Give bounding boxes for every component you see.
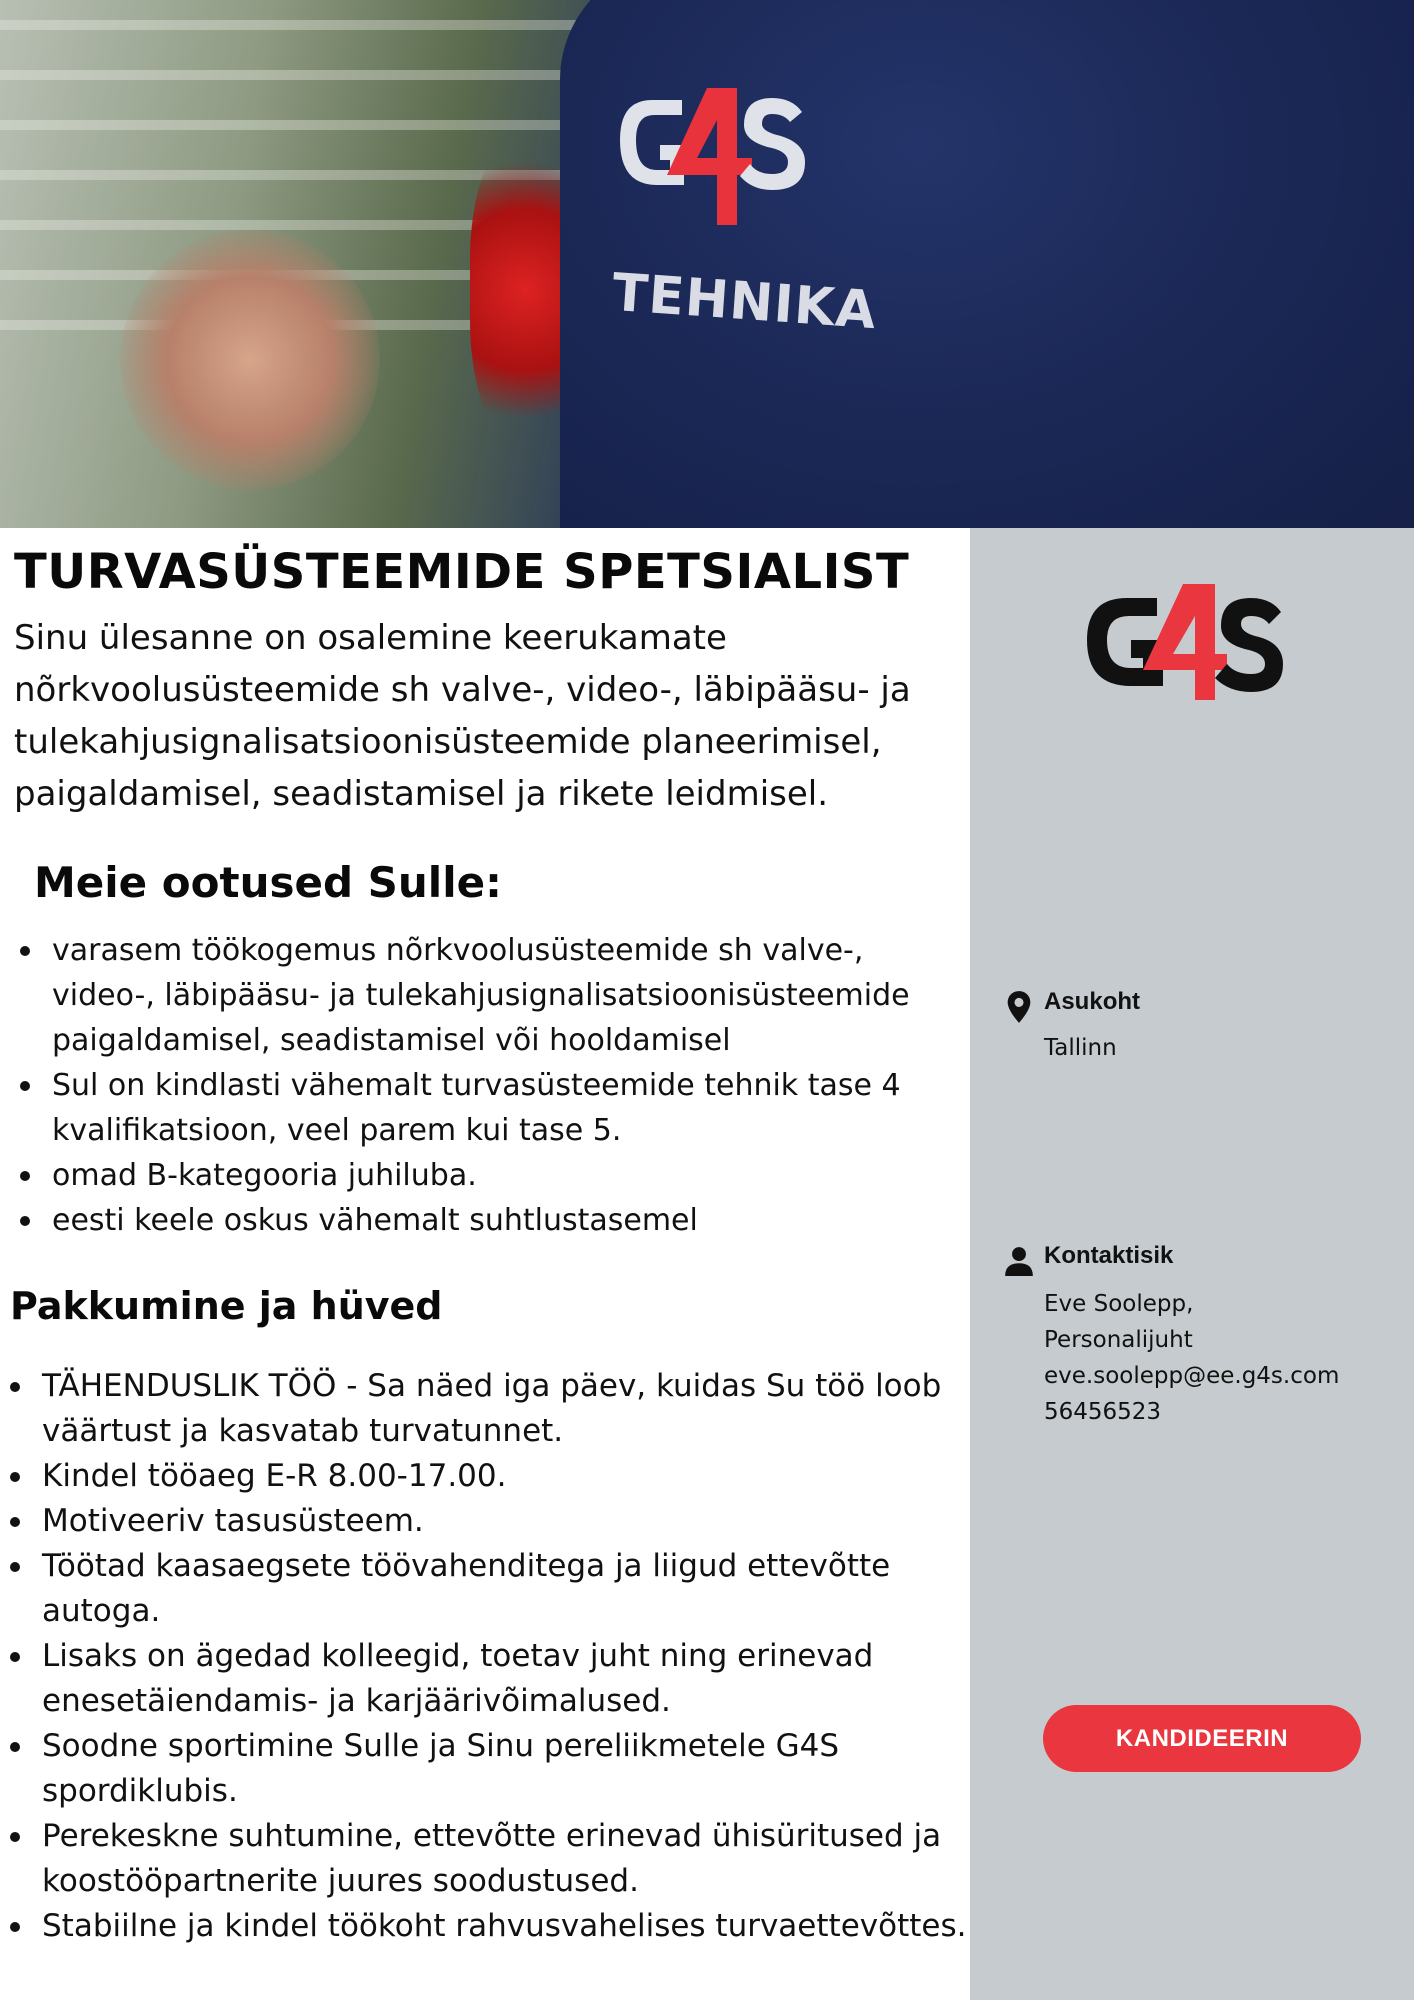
list-item: Töötad kaasaegsete töövahenditega ja liigud ettevõtte autoga.: [4, 1544, 970, 1634]
location-pin-icon: [1004, 990, 1034, 1024]
sleeve-g4s-logo: [612, 80, 812, 240]
list-item: eesti keele oskus vähemalt suhtlustasemel: [14, 1198, 974, 1243]
expectations-heading: Meie ootused Sulle:: [34, 858, 502, 907]
list-item: omad B-kategooria juhiluba.: [14, 1153, 974, 1198]
list-item: Stabiilne ja kindel töökoht rahvusvahelises turvaettevõttes.: [4, 1904, 970, 1949]
list-item: Soodne sportimine Sulle ja Sinu pereliikmetele G4S spordiklubis.: [4, 1724, 970, 1814]
list-item: Kindel tööaeg E-R 8.00-17.00.: [4, 1454, 970, 1499]
window-blind: [0, 20, 580, 30]
list-item: Sul on kindlasti vähemalt turvasüsteemide tehnik tase 4 kvalifikatsioon, veel parem kui tase 5.: [14, 1063, 974, 1153]
apply-button[interactable]: KANDIDEERIN: [1043, 1705, 1361, 1772]
location-value: Tallinn: [1044, 1035, 1117, 1061]
window-blind: [0, 120, 580, 130]
contact-phone[interactable]: 56456523: [1044, 1399, 1162, 1425]
sleeve-text: TEHNIKA: [610, 262, 879, 342]
list-item: varasem töökogemus nõrkvoolusüsteemide sh valve-, video-, läbipääsu- ja tulekahjusignalisatsioonisüsteemide paigaldamisel, seadistamisel või hooldamisel: [14, 928, 974, 1063]
person-icon: [1004, 1244, 1034, 1278]
job-title: TURVASÜSTEEMIDE SPETSIALIST: [14, 544, 910, 600]
hero-photo: [0, 0, 1414, 528]
list-item: Lisaks on ägedad kolleegid, toetav juht ning erinevad enesetäiendamis- ja karjäärivõimalused.: [4, 1634, 970, 1724]
contact-name: Eve Soolepp,: [1044, 1291, 1194, 1317]
offer-list: [4, 1364, 970, 1949]
contact-label: Kontaktisik: [1044, 1242, 1174, 1269]
sidebar: [970, 528, 1414, 2000]
list-item: Motiveeriv tasusüsteem.: [4, 1499, 970, 1544]
location-label: Asukoht: [1044, 988, 1140, 1015]
window-blind: [0, 70, 580, 80]
expectations-list: [14, 928, 974, 1243]
g4s-logo: [1085, 582, 1285, 702]
contact-email[interactable]: eve.soolepp@ee.g4s.com: [1044, 1363, 1340, 1389]
blurred-hand: [120, 230, 380, 490]
contact-role: Personalijuht: [1044, 1327, 1193, 1353]
job-intro: Sinu ülesanne on osalemine keerukamate nõrkvoolusüsteemide sh valve-, video-, läbipääsu- ja tulekahjusignalisatsioonisüsteemide planeerimisel, paigaldamisel, seadistamisel ja rikete leidmisel.: [14, 618, 911, 814]
offer-heading: Pakkumine ja hüved: [10, 1284, 443, 1328]
list-item: TÄHENDUSLIK TÖÖ - Sa näed iga päev, kuidas Su töö loob väärtust ja kasvatab turvatunnet.: [4, 1364, 970, 1454]
list-item: Perekeskne suhtumine, ettevõtte erinevad ühisüritused ja koostööpartnerite juures soodustused.: [4, 1814, 970, 1904]
